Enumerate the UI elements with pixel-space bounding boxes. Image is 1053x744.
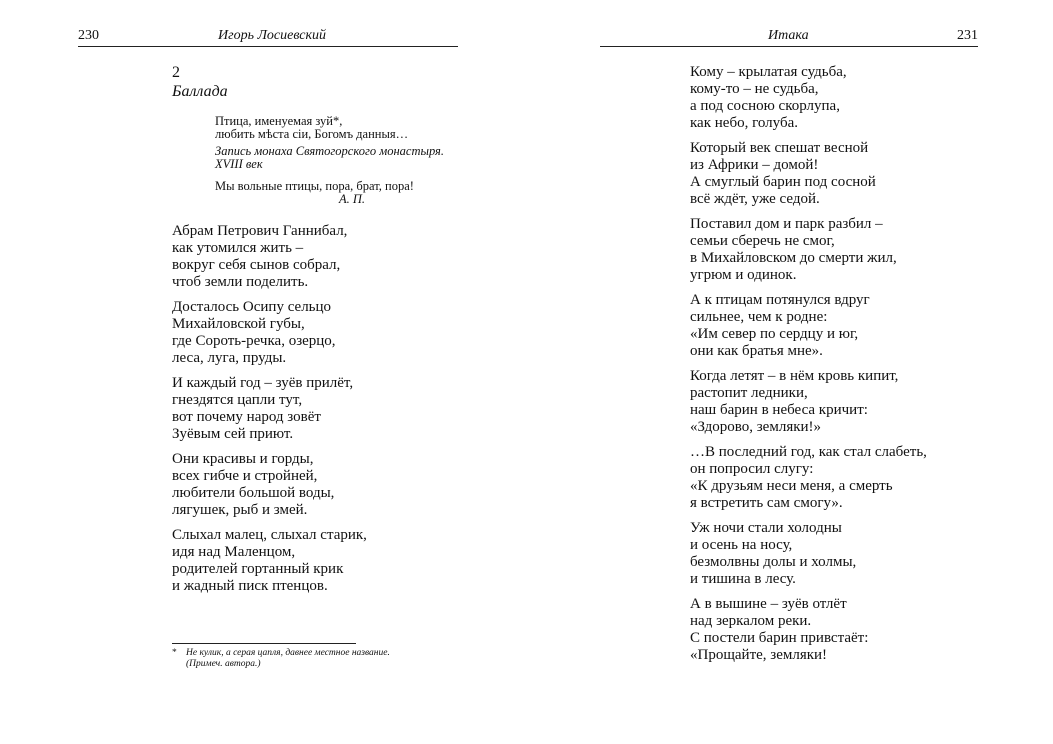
verse-line: безмолвны долы и холмы,	[690, 554, 857, 570]
verse-line: А смуглый барин под сосной	[690, 174, 876, 190]
verse-line: Слыхал малец, слыхал старик,	[172, 527, 367, 543]
epigraph	[215, 115, 475, 206]
verse-line: где Сороть-речка, озерцо,	[172, 333, 336, 349]
stanza	[172, 375, 367, 443]
verse-line: лягушек, рыб и змей.	[172, 502, 308, 518]
right-page	[527, 0, 1053, 744]
verse-line: из Африки – домой!	[690, 157, 819, 173]
footnote-text: (Примеч. автора.)	[186, 659, 261, 669]
verse-line: как небо, голуба.	[690, 115, 798, 131]
verse-line: я встретить сам смогу».	[690, 495, 843, 511]
left-page	[0, 0, 526, 744]
verse-line: «Им север по сердцу и юг,	[690, 326, 859, 342]
verse-line: родителей гортанный крик	[172, 561, 344, 577]
verse-line: всех гибче и стройней,	[172, 468, 318, 484]
right-running-head: Итака	[768, 28, 809, 43]
poem-body-left	[172, 223, 367, 603]
right-page-number: 231	[957, 28, 978, 43]
stanza	[172, 223, 367, 291]
verse-line: любители большой воды,	[172, 485, 335, 501]
verse-line: …В последний год, как стал слабеть,	[690, 444, 927, 460]
stanza	[690, 64, 927, 132]
verse-line: растопит ледники,	[690, 385, 808, 401]
verse-line: Который век спешат весной	[690, 140, 869, 156]
footnote-mark: *	[172, 648, 177, 658]
left-page-number: 230	[78, 28, 99, 43]
verse-line: леса, луга, пруды.	[172, 350, 287, 366]
verse-line: всё ждёт, уже седой.	[690, 191, 820, 207]
verse-line: и осень на носу,	[690, 537, 793, 553]
right-page-header	[600, 28, 978, 47]
verse-line: Поставил дом и парк разбил –	[690, 216, 883, 232]
footnote-text: Не кулик, а серая цапля, давнее местное название.	[186, 648, 390, 658]
verse-line: «Здорово, земляки!»	[690, 419, 822, 435]
stanza	[690, 216, 927, 284]
epigraph-source: Запись монаха Святогорского монастыря.	[215, 144, 444, 158]
verse-line: кому-то – не судьба,	[690, 81, 819, 97]
verse-line: над зеркалом реки.	[690, 613, 812, 629]
stanza	[690, 596, 927, 664]
verse-line: А к птицам потянулся вдруг	[690, 292, 870, 308]
poem-number: 2	[172, 64, 180, 81]
epigraph-quote-line: Птица, именуемая зуй*,	[215, 114, 343, 128]
verse-line: «Прощайте, земляки!	[690, 647, 828, 663]
epigraph-quote-line: любить мѣста сiи, Богомъ данныя…	[215, 127, 409, 141]
stanza	[690, 444, 927, 512]
verse-line: наш барин в небеса кричит:	[690, 402, 868, 418]
stanza	[690, 140, 927, 208]
epigraph-author: А. П.	[339, 192, 366, 206]
stanza	[690, 292, 927, 360]
verse-line: Кому – крылатая судьба,	[690, 64, 847, 80]
footnote	[172, 648, 390, 670]
verse-line: угрюм и одинок.	[690, 267, 797, 283]
verse-line: Когда летят – в нём кровь кипит,	[690, 368, 899, 384]
verse-line: он попросил слугу:	[690, 461, 814, 477]
stanza	[172, 299, 367, 367]
verse-line: и жадный писк птенцов.	[172, 578, 328, 594]
epigraph-source: XVIII век	[215, 157, 263, 171]
stanza	[172, 527, 367, 595]
verse-line: сильнее, чем к родне:	[690, 309, 828, 325]
poem-body-right	[690, 64, 927, 672]
verse-line: как утомился жить –	[172, 240, 304, 256]
verse-line: Уж ночи стали холодны	[690, 520, 842, 536]
verse-line: семьи сберечь не смог,	[690, 233, 835, 249]
verse-line: Абрам Петрович Ганнибал,	[172, 223, 348, 239]
verse-line: они как братья мне».	[690, 343, 823, 359]
verse-line: а под сосною скорлупа,	[690, 98, 840, 114]
verse-line: Михайловской губы,	[172, 316, 305, 332]
verse-line: И каждый год – зуёв прилёт,	[172, 375, 354, 391]
verse-line: в Михайловском до смерти жил,	[690, 250, 897, 266]
epigraph-second-quote: Мы вольные птицы, пора, брат, пора!	[215, 179, 414, 193]
verse-line: Зуёвым сей приют.	[172, 426, 294, 442]
left-running-head: Игорь Лосиевский	[218, 28, 327, 43]
verse-line: Досталось Осипу сельцо	[172, 299, 332, 315]
footnote-divider	[172, 643, 356, 644]
stanza	[690, 368, 927, 436]
left-page-header	[78, 28, 458, 47]
verse-line: вокруг себя сынов собрал,	[172, 257, 341, 273]
verse-line: идя над Маленцом,	[172, 544, 296, 560]
verse-line: гнездятся цапли тут,	[172, 392, 303, 408]
verse-line: чтоб земли поделить.	[172, 274, 309, 290]
verse-line: А в вышине – зуёв отлёт	[690, 596, 847, 612]
verse-line: и тишина в лесу.	[690, 571, 796, 587]
verse-line: «К друзьям неси меня, а смерть	[690, 478, 893, 494]
verse-line: Они красивы и горды,	[172, 451, 314, 467]
verse-line: вот почему народ зовёт	[172, 409, 321, 425]
stanza	[172, 451, 367, 519]
poem-title: Баллада	[172, 83, 228, 100]
stanza	[690, 520, 927, 588]
verse-line: С постели барин привстаёт:	[690, 630, 869, 646]
